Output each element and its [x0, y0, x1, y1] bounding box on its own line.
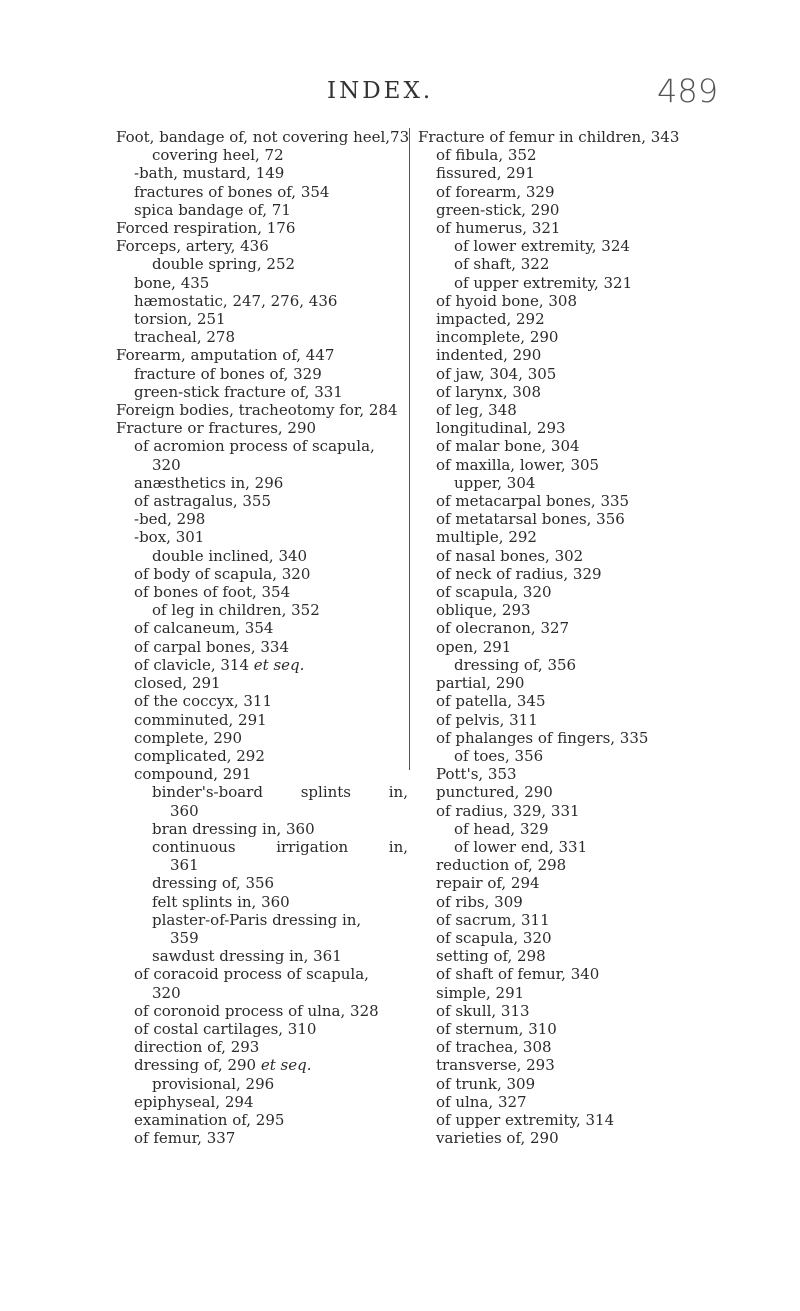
- index-entry-text: 320: [152, 983, 181, 1002]
- index-entry-text: punctured, 290: [436, 783, 553, 802]
- index-entry-text: -bath, mustard, 149: [134, 164, 285, 183]
- index-entry-text: of sacrum, 311: [436, 910, 550, 929]
- index-entry-text: longitudinal, 293: [436, 419, 566, 438]
- index-entry: [418, 383, 718, 401]
- index-entry-text: impacted, 292: [436, 310, 545, 329]
- page-header: [0, 72, 800, 112]
- index-entry: [418, 565, 718, 583]
- index-entry: [418, 474, 718, 492]
- running-title: INDEX.: [327, 78, 434, 104]
- index-entry: [418, 619, 718, 637]
- index-entry: [418, 838, 718, 856]
- index-entry: [418, 183, 718, 201]
- index-entry: [418, 965, 718, 983]
- index-entry: [116, 601, 408, 619]
- index-entry: [116, 1093, 408, 1111]
- index-entry-text: bone, 435: [134, 273, 210, 292]
- index-entry-text: of lower extremity, 324: [454, 237, 630, 256]
- index-entry-text: of trachea, 308: [436, 1038, 552, 1057]
- index-entry-text: dressing of, 356: [152, 874, 275, 893]
- index-column-left: [116, 128, 408, 1147]
- index-entry: [116, 1056, 408, 1074]
- index-entry-text: of scapula, 320: [436, 583, 552, 602]
- index-entry-text: double spring, 252: [152, 255, 296, 274]
- index-entry-text: indented, 290: [436, 346, 542, 365]
- index-entry: [418, 456, 718, 474]
- index-entry-italic: et seq.: [253, 655, 305, 674]
- index-entry: [116, 365, 408, 383]
- index-entry: [116, 783, 408, 801]
- index-entry: [116, 619, 408, 637]
- index-entry-text: setting of, 298: [436, 947, 546, 966]
- index-entry: [418, 638, 718, 656]
- index-entry: [418, 874, 718, 892]
- index-entry: [116, 820, 408, 838]
- index-entry: [116, 255, 408, 273]
- index-entry: [418, 765, 718, 783]
- index-entry-text: felt splints in, 360: [152, 892, 290, 911]
- index-entry-text: of pelvis, 311: [436, 710, 538, 729]
- index-entry-text: fissured, 291: [436, 164, 535, 183]
- index-entry-text: of patella, 345: [436, 692, 546, 711]
- index-entry-text: green-stick, 290: [436, 200, 560, 219]
- index-entry: [418, 1093, 718, 1111]
- index-entry: [116, 929, 408, 947]
- index-entry: [418, 1056, 718, 1074]
- index-entry: [116, 201, 408, 219]
- index-entry-text: of hyoid bone, 308: [436, 291, 578, 310]
- index-entry: [116, 292, 408, 310]
- index-entry-text: hæmostatic, 247, 276, 436: [134, 291, 338, 310]
- index-entry-text: partial, 290: [436, 674, 525, 693]
- index-entry-text: of jaw, 304, 305: [436, 364, 557, 383]
- index-entry-text: of malar bone, 304: [436, 437, 580, 456]
- index-entry: [418, 547, 718, 565]
- index-entry-text: dressing of, 290: [134, 1056, 257, 1075]
- index-entry-text: provisional, 296: [152, 1074, 275, 1093]
- index-entry: [418, 274, 718, 292]
- index-entry: [418, 1129, 718, 1147]
- index-entry: [116, 437, 408, 455]
- index-entry-text: binder's-board splints in,: [152, 783, 408, 802]
- index-entry: [418, 128, 718, 146]
- index-entry-text: of coronoid process of ulna, 328: [134, 1001, 379, 1020]
- index-entry: [116, 164, 408, 182]
- index-entry-text: complete, 290: [134, 728, 243, 747]
- index-entry-text: of head, 329: [454, 819, 549, 838]
- index-entry: [116, 510, 408, 528]
- index-entry: [116, 911, 408, 929]
- index-entry-text: of upper extremity, 314: [436, 1110, 615, 1129]
- index-entry-text: torsion, 251: [134, 310, 226, 329]
- index-entry: [116, 729, 408, 747]
- index-entry-text: -box, 301: [134, 528, 205, 547]
- index-entry: [418, 1075, 718, 1093]
- index-entry: [116, 692, 408, 710]
- index-entry: [116, 638, 408, 656]
- index-entry: [116, 1129, 408, 1147]
- index-entry: [418, 674, 718, 692]
- index-entry: [418, 747, 718, 765]
- index-entry: [116, 346, 408, 364]
- index-entry-text: of coracoid process of scapula,: [134, 965, 369, 984]
- index-column-right: [418, 128, 718, 1147]
- index-entry-text: of femur, 337: [134, 1129, 236, 1148]
- index-entry: [116, 492, 408, 510]
- index-entry-text: of acromion process of scapula,: [134, 437, 375, 456]
- index-entry: [116, 547, 408, 565]
- index-entry-text: of carpal bones, 334: [134, 637, 290, 656]
- index-entry: [418, 856, 718, 874]
- index-entry-text: tracheal, 278: [134, 328, 235, 347]
- index-entry-text: of larynx, 308: [436, 382, 542, 401]
- index-entry: [418, 929, 718, 947]
- index-entry-text: of shaft, 322: [454, 255, 550, 274]
- index-entry: [418, 237, 718, 255]
- index-entry: [418, 346, 718, 364]
- index-entry-text: anæsthetics in, 296: [134, 473, 284, 492]
- index-entry-text: 361: [170, 856, 199, 875]
- index-entry: [418, 893, 718, 911]
- index-entry-text: of metatarsal bones, 356: [436, 510, 625, 529]
- index-entry: [418, 255, 718, 273]
- index-entry: [418, 783, 718, 801]
- index-entry: [116, 711, 408, 729]
- index-entry-text: varieties of, 290: [436, 1129, 559, 1148]
- index-entry-text: of ribs, 309: [436, 892, 523, 911]
- index-entry-text: of phalanges of fingers, 335: [436, 728, 649, 747]
- index-entry: [116, 747, 408, 765]
- index-entry-text: comminuted, 291: [134, 710, 267, 729]
- index-entry-text: of scapula, 320: [436, 928, 552, 947]
- index-entry-text: multiple, 292: [436, 528, 537, 547]
- index-entry: [116, 274, 408, 292]
- index-entry-text: of calcaneum, 354: [134, 619, 274, 638]
- index-entry-text: of the coccyx, 311: [134, 692, 273, 711]
- index-entry-text: transverse, 293: [436, 1056, 555, 1075]
- index-entry: [116, 565, 408, 583]
- index-entry: [116, 219, 408, 237]
- index-entry-text: -bed, 298: [134, 510, 206, 529]
- index-entry-text: closed, 291: [134, 674, 221, 693]
- index-entry-text: fracture of bones of, 329: [134, 364, 322, 383]
- index-entry-text: simple, 291: [436, 983, 525, 1002]
- index-entry: [418, 219, 718, 237]
- index-entry: [116, 856, 408, 874]
- index-entry: [116, 1002, 408, 1020]
- index-entry-text: reduction of, 298: [436, 856, 567, 875]
- index-entry: [418, 729, 718, 747]
- index-entry: [418, 310, 718, 328]
- index-entry: [116, 528, 408, 546]
- index-entry-text: 320: [152, 455, 181, 474]
- index-entry: [418, 1020, 718, 1038]
- index-entry: [116, 1020, 408, 1038]
- index-entry: [116, 237, 408, 255]
- index-entry-text: sawdust dressing in, 361: [152, 947, 342, 966]
- index-entry: [418, 911, 718, 929]
- index-entry: [418, 947, 718, 965]
- index-entry-text: of maxilla, lower, 305: [436, 455, 600, 474]
- index-entry: [116, 310, 408, 328]
- index-entry: [116, 802, 408, 820]
- index-entry: [418, 201, 718, 219]
- page-number: 489: [657, 72, 719, 110]
- index-entry: [116, 1111, 408, 1129]
- index-entry-text: of skull, 313: [436, 1001, 530, 1020]
- index-entry: [116, 401, 408, 419]
- index-entry-text: of bones of foot, 354: [134, 583, 291, 602]
- index-entry: [116, 456, 408, 474]
- index-entry-text: of fibula, 352: [436, 146, 537, 165]
- index-entry: [418, 1002, 718, 1020]
- index-entry-text: of costal cartilages, 310: [134, 1019, 317, 1038]
- index-entry: [116, 146, 408, 164]
- index-entry: [418, 365, 718, 383]
- index-entry: [418, 711, 718, 729]
- index-entry: [418, 164, 718, 182]
- index-entry: [116, 583, 408, 601]
- index-entry-text: repair of, 294: [436, 874, 540, 893]
- index-entry-text: spica bandage of, 71: [134, 200, 291, 219]
- index-entry: [116, 474, 408, 492]
- index-entry: [116, 656, 408, 674]
- index-entry: [418, 492, 718, 510]
- index-entry: [116, 765, 408, 783]
- index-entry: [418, 528, 718, 546]
- index-entry-text: bran dressing in, 360: [152, 819, 315, 838]
- index-entry-text: continuous irrigation in,: [152, 837, 408, 856]
- index-entry: [418, 1111, 718, 1129]
- index-entry: [116, 383, 408, 401]
- index-entry-text: oblique, 293: [436, 601, 531, 620]
- index-entry-text: Fracture or fractures, 290: [116, 419, 317, 438]
- index-entry: [418, 292, 718, 310]
- index-entry-text: Forearm, amputation of, 447: [116, 346, 335, 365]
- index-entry: [418, 692, 718, 710]
- column-divider: [409, 128, 410, 770]
- index-entry-text: examination of, 295: [134, 1110, 285, 1129]
- index-entry: [116, 893, 408, 911]
- index-entry-text: complicated, 292: [134, 746, 265, 765]
- index-entry-text: of upper extremity, 321: [454, 273, 633, 292]
- index-entry-text: of lower end, 331: [454, 837, 588, 856]
- index-entry: [116, 838, 408, 856]
- index-entry: [116, 965, 408, 983]
- index-entry-text: of humerus, 321: [436, 219, 561, 238]
- index-entry-text: of astragalus, 355: [134, 492, 271, 511]
- index-entry: [116, 328, 408, 346]
- index-entry-text: covering heel, 72: [152, 146, 284, 165]
- index-entry: [418, 820, 718, 838]
- index-entry: [116, 874, 408, 892]
- index-entry-text: of nasal bones, 302: [436, 546, 584, 565]
- index-entry-text: direction of, 293: [134, 1038, 260, 1057]
- index-entry-text: of forearm, 329: [436, 182, 555, 201]
- index-entry-text: of toes, 356: [454, 746, 544, 765]
- index-entry: [418, 601, 718, 619]
- index-entry-text: Foreign bodies, tracheotomy for, 284: [116, 401, 398, 420]
- index-entry: [418, 802, 718, 820]
- index-entry-text: upper, 304: [454, 473, 536, 492]
- index-entry-text: of olecranon, 327: [436, 619, 570, 638]
- index-entry: [116, 419, 408, 437]
- index-entry-text: fractures of bones of, 354: [134, 182, 330, 201]
- index-entry-text: Forceps, artery, 436: [116, 237, 269, 256]
- index-entry-text: incomplete, 290: [436, 328, 559, 347]
- index-entry-text: of radius, 329, 331: [436, 801, 580, 820]
- index-entry-text: dressing of, 356: [454, 655, 577, 674]
- index-entry: [418, 510, 718, 528]
- index-entry: [116, 947, 408, 965]
- index-entry-text: of sternum, 310: [436, 1019, 557, 1038]
- index-entry-text: 359: [170, 928, 199, 947]
- index-entry: [418, 583, 718, 601]
- index-entry-text: compound, 291: [134, 765, 252, 784]
- index-entry-text: of shaft of femur, 340: [436, 965, 600, 984]
- index-entry-text: Pott's, 353: [436, 765, 517, 784]
- index-entry-text: of body of scapula, 320: [134, 564, 311, 583]
- index-entry: [116, 1038, 408, 1056]
- index-entry-text: of trunk, 309: [436, 1074, 536, 1093]
- index-entry-text: open, 291: [436, 637, 512, 656]
- index-entry: [116, 128, 408, 146]
- index-entry: [418, 146, 718, 164]
- index-entry-text: 360: [170, 801, 199, 820]
- index-entry-italic: et seq.: [260, 1056, 312, 1075]
- index-entry: [418, 437, 718, 455]
- index-entry-text: green-stick fracture of, 331: [134, 382, 343, 401]
- index-entry: [116, 183, 408, 201]
- index-entry: [116, 674, 408, 692]
- index-entry: [116, 984, 408, 1002]
- index-entry-text: of clavicle, 314: [134, 655, 250, 674]
- index-entry: [116, 1075, 408, 1093]
- index-entry: [418, 401, 718, 419]
- index-entry-text: of leg in children, 352: [152, 601, 320, 620]
- index-entry-text: double inclined, 340: [152, 546, 308, 565]
- index-entry-text: of leg, 348: [436, 401, 517, 420]
- index-entry: [418, 656, 718, 674]
- index-entry-text: plaster-of-Paris dressing in,: [152, 910, 362, 929]
- index-entry-text: Fracture of femur in children, 343: [418, 128, 680, 146]
- index-entry: [418, 984, 718, 1002]
- index-entry-text: Foot, bandage of, not covering heel,73: [116, 128, 410, 146]
- index-entry: [418, 419, 718, 437]
- index-entry: [418, 328, 718, 346]
- index-entry-text: of ulna, 327: [436, 1092, 527, 1111]
- index-entry-text: Forced respiration, 176: [116, 219, 296, 238]
- index-entry: [418, 1038, 718, 1056]
- index-entry-text: of metacarpal bones, 335: [436, 492, 630, 511]
- index-entry-text: of neck of radius, 329: [436, 564, 602, 583]
- index-entry-text: epiphyseal, 294: [134, 1092, 254, 1111]
